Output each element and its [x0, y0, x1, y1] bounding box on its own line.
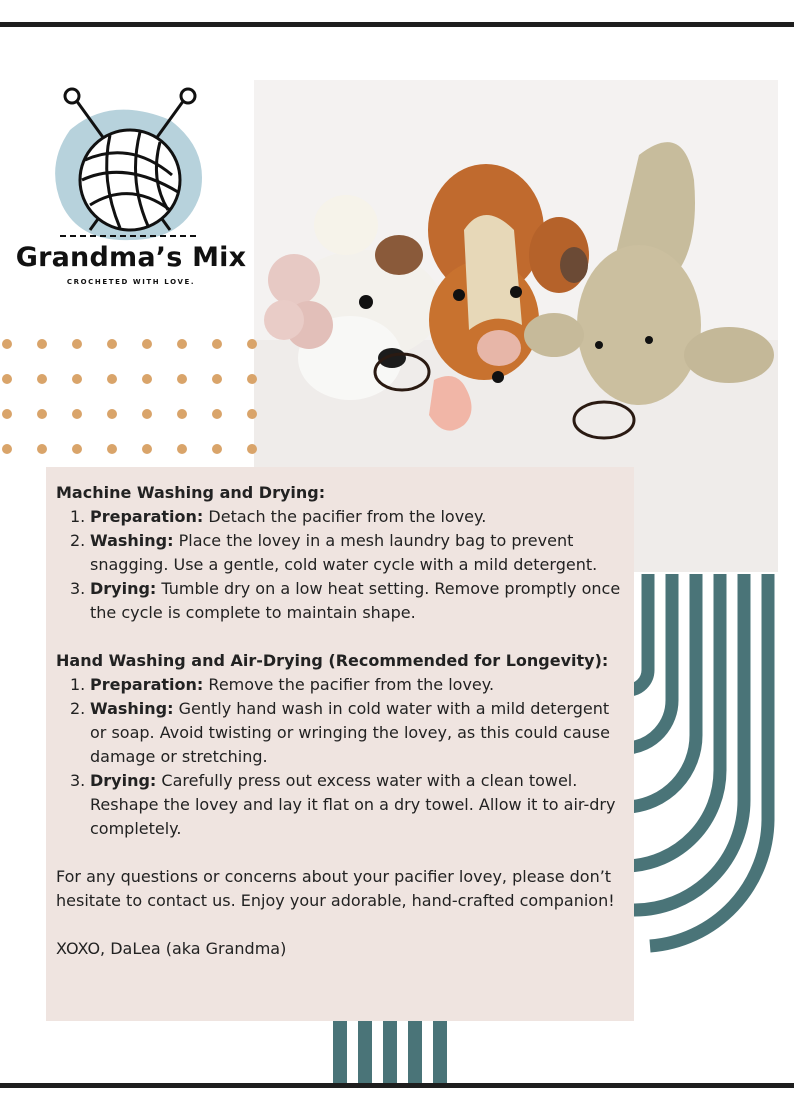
signoff: XOXO, DaLea (aka Grandma) [56, 939, 287, 958]
bottom-rule [0, 1083, 794, 1088]
care-instructions-panel [46, 467, 634, 1021]
hand-wash-steps [56, 673, 622, 841]
list-item: 1. Preparation: Detach the pacifier from the lovey. [70, 507, 487, 526]
list-item: 3. Drying: Tumble dry on a low heat setting. Remove promptly once the cycle is complete to maintain shape. [70, 579, 621, 622]
decorative-dot-grid [0, 335, 280, 460]
brand-logo [0, 80, 260, 300]
list-item: 2. Washing: Gently hand wash in cold water with a mild detergent or soap. Avoid twisting or wringing the lovey, as this could cause damage or stretching. [70, 699, 610, 766]
list-item: 2. Washing: Place the lovey in a mesh laundry bag to prevent snagging. Use a gentle, cold water cycle with a mild detergent. [70, 531, 598, 574]
list-item: 1. Preparation: Remove the pacifier from the lovey. [70, 675, 495, 694]
machine-wash-steps [56, 505, 622, 625]
brand-tagline: CROCHETED WITH LOVE. [66, 278, 196, 286]
machine-wash-heading: Machine Washing and Drying: [56, 483, 326, 502]
hand-wash-heading: Hand Washing and Air-Drying (Recommended for Longevity): [56, 651, 609, 670]
closing-paragraph: For any questions or concerns about your pacifier lovey, please don’t hesitate to contact us. Enjoy your adorable, hand-crafted companion! [56, 867, 615, 910]
list-item: 3. Drying: Carefully press out excess water with a clean towel. Reshape the lovey and lay it flat on a dry towel. Allow it to air-dry completely. [70, 771, 616, 838]
brand-name: Grandma’s Mix [15, 242, 247, 273]
